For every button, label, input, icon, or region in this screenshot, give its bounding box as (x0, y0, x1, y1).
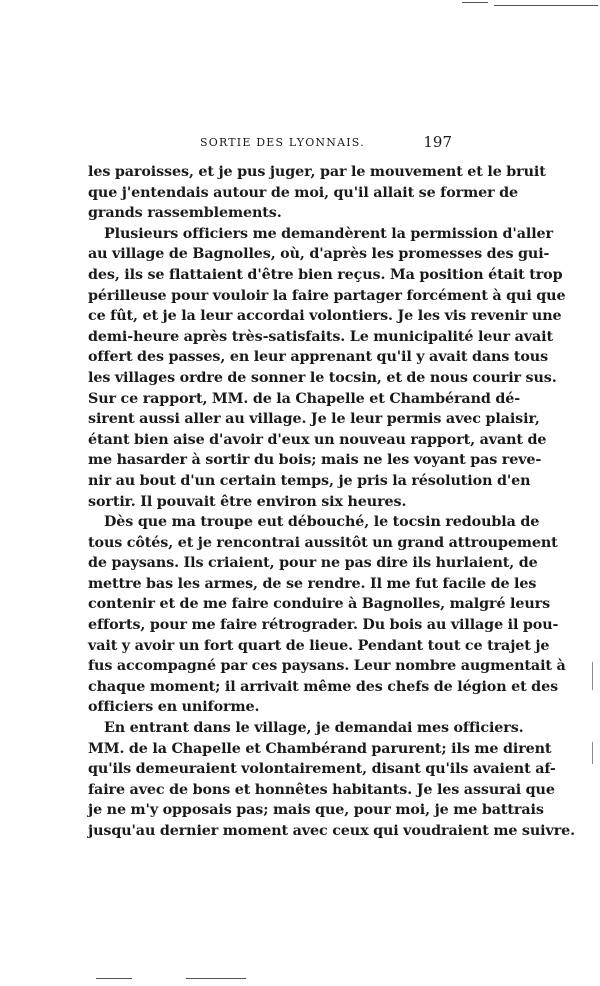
text-line: grands rassemblements. (88, 205, 282, 222)
page-number: 197 (423, 133, 452, 151)
text-line: offert des passes, en leur apprenant qu'il y avait dans tous (88, 349, 549, 366)
paragraph-2 (88, 224, 566, 512)
paragraph-1 (88, 162, 546, 224)
text-line: mettre bas les armes, de se rendre. Il me fut facile de les (88, 575, 537, 592)
text-line: les villages ordre de sonner le tocsin, et de nous courir sus. (88, 369, 557, 386)
text-line: ce fût, et je la leur accordai volontiers. Je les vis revenir une (88, 308, 562, 325)
text-line: Sur ce rapport, MM. de la Chapelle et Chambérand dé- (88, 390, 521, 407)
text-line: les paroisses, et je pus juger, par le mouvement et le bruit (88, 164, 546, 180)
scan-mark-right-lower (592, 742, 593, 764)
text-line: chaque moment; il arrivait même des chefs de légion et des (88, 678, 559, 695)
scan-mark-top (462, 2, 488, 3)
text-line: des, ils se flattaient d'être bien reçus. Ma position était trop (88, 266, 563, 283)
text-line: tous côtés, et je rencontrai aussitôt un grand attroupement (88, 534, 558, 551)
text-line: fus accompagné par ces paysans. Leur nombre augmentait à (88, 658, 566, 675)
page-header (88, 133, 452, 156)
text-line: qu'ils demeuraient volontairement, disant qu'ils avaient af- (88, 761, 556, 778)
text-line: contenir et de me faire conduire à Bagnolles, malgré leurs (88, 596, 551, 613)
scan-mark-bottom-left (96, 978, 132, 979)
text-line: me hasarder à sortir du bois; mais ne les voyant pas reve- (88, 452, 542, 469)
text-line: En entrant dans le village, je demandai mes officiers. (104, 720, 524, 737)
running-title: SORTIE DES LYONNAIS. (200, 136, 365, 149)
scan-mark-top-right (494, 5, 598, 6)
text-line: nir au bout d'un certain temps, je pris la résolution d'en (88, 472, 531, 489)
paragraph-3 (88, 512, 566, 718)
text-line: au village de Bagnolles, où, d'après les promesses des gui- (88, 246, 550, 263)
text-line: officiers en uniforme. (88, 699, 260, 716)
text-line: que j'entendais autour de moi, qu'il allait se former de (88, 184, 519, 201)
text-line: faire avec de bons et honnêtes habitants. Je les assurai que (88, 781, 555, 798)
text-line: MM. de la Chapelle et Chambérand parurent; ils me dirent (88, 740, 552, 757)
paragraph-4 (88, 718, 576, 842)
text-line: sirent aussi aller au village. Je le leur permis avec plaisir, (88, 411, 540, 428)
text-line: efforts, pour me faire rétrograder. Du bois au village il pou- (88, 617, 559, 634)
text-line: demi-heure après très-satisfaits. Le municipalité leur avait (88, 328, 553, 345)
text-line: périlleuse pour vouloir la faire partager forcément à qui que (88, 287, 566, 304)
text-line: étant bien aise d'avoir d'eux un nouveau rapport, avant de (88, 431, 547, 448)
text-line: Plusieurs officiers me demandèrent la permission d'aller (104, 225, 553, 242)
text-line: vait y avoir un fort quart de lieue. Pendant tout ce trajet je (88, 637, 550, 654)
body-text (88, 162, 576, 842)
text-line: Dès que ma troupe eut débouché, le tocsin redoubla de (104, 514, 540, 531)
scan-mark-bottom-center (186, 978, 246, 979)
text-line: sortir. Il pouvait être environ six heures. (88, 493, 407, 510)
text-line: de paysans. Ils criaient, pour ne pas dire ils hurlaient, de (88, 555, 538, 572)
text-line: jusqu'au dernier moment avec ceux qui voudraient me suivre. (88, 823, 576, 839)
text-line: je ne m'y opposais pas; mais que, pour moi, je me battrais (88, 802, 544, 819)
scan-mark-right (592, 662, 593, 690)
